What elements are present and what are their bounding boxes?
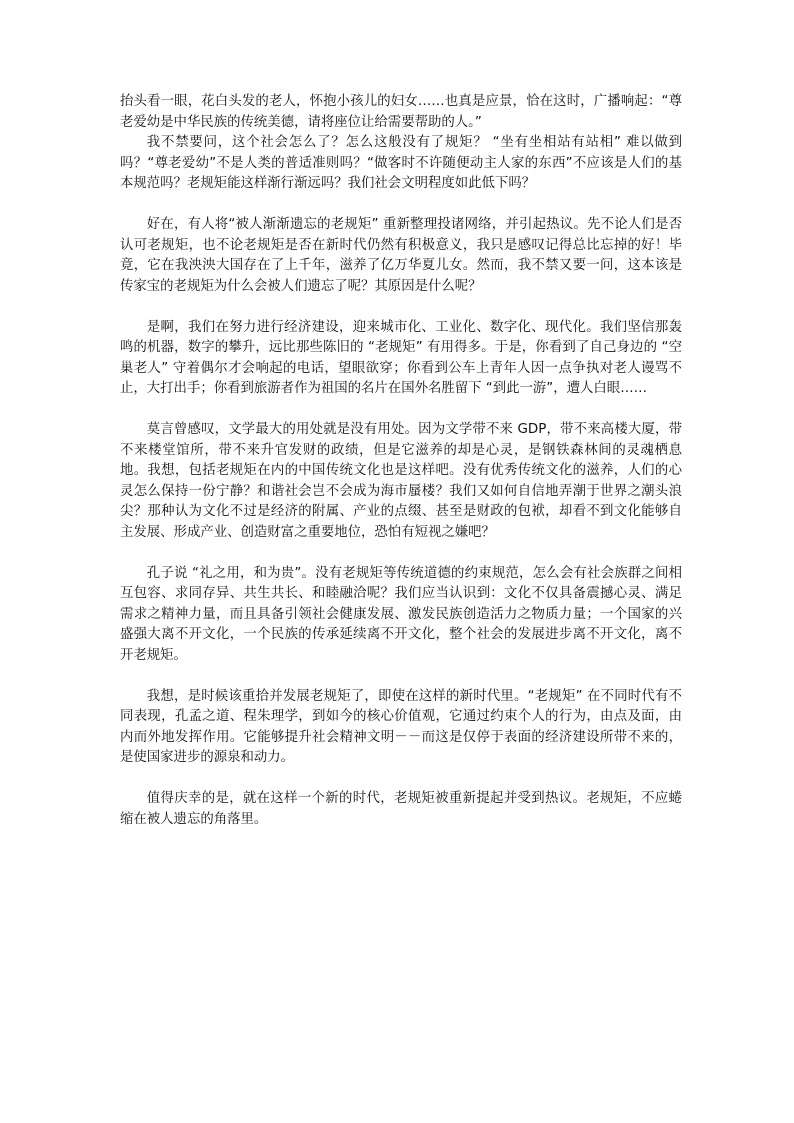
- paragraph-3: 好在，有人将“被人渐渐遗忘的老规矩” 重新整理投诸网络，并引起热议。先不论人们是否认可老规矩，也不论老规矩是否在新时代仍然有积极意义，我只是感叹记得总比忘掉的好！毕竟，它在我泱泱大国存在了上千年，滋养了亿万华夏儿女。然而，我不禁又要一问，这本该是传家宝的老规矩为什么会被人们遗忘了呢？其原因是什么呢？: [120, 217, 682, 294]
- essay-body: [120, 92, 682, 830]
- paragraph-7: 我想，是时候该重拾并发展老规矩了，即使在这样的新时代里。“老规矩” 在不同时代有不同表现，孔孟之道、程朱理学，到如今的核心价值观，它通过约束个人的行为，由点及面，由内而外地发挥作用。它能够提升社会精神文明－－而这是仅停于表面的经济建设所带不来的，是使国家进步的源泉和动力。: [120, 688, 682, 765]
- paragraph-5: 莫言曾感叹，文学最大的用处就是没有用处。因为文学带不来 GDP，带不来高楼大厦，带不来楼堂馆所，带不来升官发财的政绩，但是它滋养的却是心灵，是钢铁森林间的灵魂栖息地。我想，包括老规矩在内的中国传统文化也是这样吧。没有优秀传统文化的滋养，人们的心灵怎么保持一份宁静？和谐社会岂不会成为海市蜃楼？我们又如何自信地弄潮于世界之潮头浪尖？那种认为文化不过是经济的附属、产业的点缀、甚至是财政的包袱，却看不到文化能够自主发展、形成产业、创造财富之重要地位，恐怕有短视之嫌吧？: [120, 422, 682, 540]
- paragraph-6: 孔子说 “礼之用，和为贵”。没有老规矩等传统道德的约束规范，怎么会有社会族群之间相互包容、求同存异、共生共长、和睦融洽呢？我们应当认识到：文化不仅具备震撼心灵、满足需求之精神力量，而且具备引领社会健康发展、激发民族创造活力之物质力量；一个国家的兴盛强大离不开文化，一个民族的传承延续离不开文化，整个社会的发展进步离不开文化，离不开老规矩。: [120, 565, 682, 663]
- paragraph-2: 我不禁要问，这个社会怎么了？怎么这般没有了规矩？ “坐有坐相站有站相” 难以做到吗？“尊老爱幼”不是人类的普适准则吗？“做客时不许随便动主人家的东西”不应该是人们的基本规范吗？老规矩能这样渐行渐远吗？我们社会文明程度如此低下吗？: [120, 135, 682, 191]
- paragraph-4: 是啊，我们在努力进行经济建设，迎来城市化、工业化、数字化、现代化。我们坚信那轰鸣的机器，数字的攀升，远比那些陈旧的 “老规矩” 有用得多。于是，你看到了自己身边的 “空巢老人” 守着偶尔才会响起的电话，望眼欲穿；你看到公车上青年人因一点争执对老人谩骂不止，大打出手；你看到旅游者作为祖国的名片在国外名胜留下 “到此一游”，遭人白眼……: [120, 319, 682, 396]
- paragraph-1: 抬头看一眼，花白头发的老人，怀抱小孩儿的妇女……也真是应景，恰在这时，广播响起：“尊老爱幼是中华民族的传统美德，请将座位让给需要帮助的人。”: [120, 94, 682, 130]
- paragraph-8: 值得庆幸的是，就在这样一个新的时代，老规矩被重新提起并受到热议。老规矩，不应蜷缩在被人遗忘的角落里。: [120, 791, 682, 827]
